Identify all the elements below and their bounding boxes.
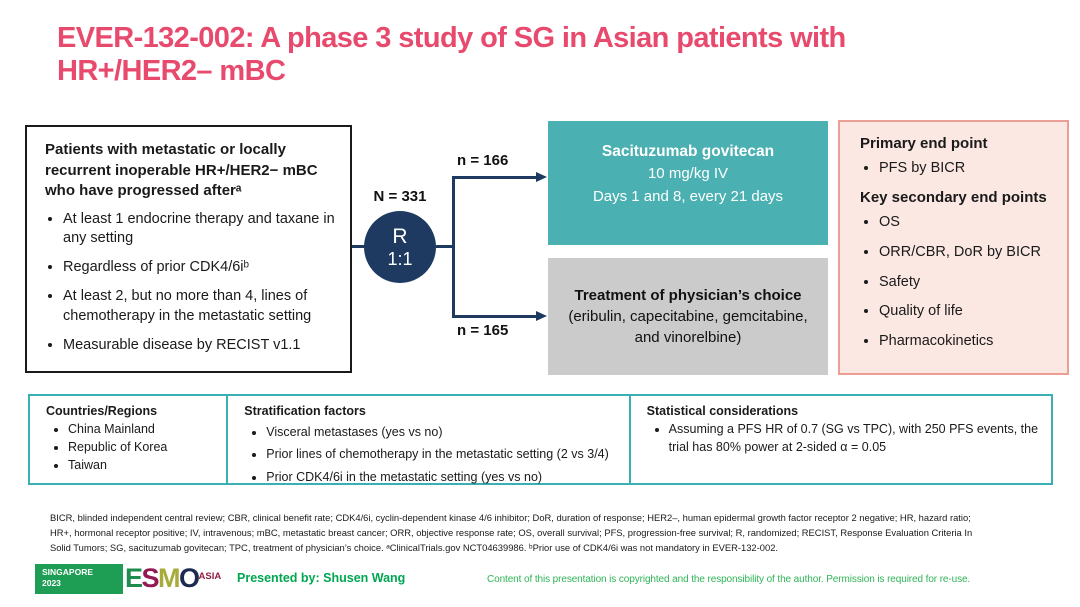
list-item: • Prior CDK4/6i in the metastatic setting (yes vs no) [266,466,620,488]
secondary-endpoint-list [855,213,1061,351]
copyright-notice: Content of this presentation is copyrighted and the responsibility of the author. Permission is required for re-use. [487,574,971,585]
arrow-top-line [452,176,537,179]
tpc-arm-name: Treatment of physician’s choice [574,286,802,304]
statistics-heading: Statistical considerations [646,404,799,418]
list-item: • OS [879,213,1061,232]
tpc-arm-options-line1: (eribulin, capecitabine, gemcitabine, [568,307,808,325]
n-total-label: N = 331 [373,188,427,205]
list-item: • Regardless of prior CDK4/6iᵇ [63,258,342,277]
page-title-line2: HR+/HER2– mBC [57,54,286,87]
list-item: • At least 1 endocrine therapy and taxane in any setting [63,210,342,248]
primary-endpoint-heading: Primary end point [860,135,988,152]
list-item: • Taiwan [68,457,218,475]
list-item: • Measurable disease by RECIST v1.1 [63,336,342,355]
page-title [57,22,977,88]
esmo-event-city: SINGAPORE [42,567,94,577]
sg-arm-schedule: Days 1 and 8, every 21 days [592,187,784,205]
arrow-right-icon [536,172,547,182]
countries-list [46,421,218,474]
eligibility-box [25,125,352,373]
eligibility-list [37,210,342,355]
esmo-event-year: 2023 [42,577,61,588]
statistics-list [647,421,1043,457]
list-item: • PFS by BICR [879,159,1061,178]
list-item: • Republic of Korea [68,439,218,457]
list-item: • Assuming a PFS HR of 0.7 (SG vs TPC), with 250 PFS events, the trial has 80% power at 2-sided α = 0.05 [669,421,1043,457]
randomization-circle [364,211,436,283]
endpoints-box [838,120,1069,375]
primary-endpoint-list [855,159,1061,178]
list-item: • Safety [879,273,1061,292]
esmo-letter-m: M [158,563,180,593]
info-table [28,394,1053,485]
sg-arm-name: Sacituzumab govitecan [601,143,775,160]
esmo-letter-o: O [179,563,199,593]
list-item: • Quality of life [879,302,1061,321]
arrow-right-icon [536,311,547,321]
footnote-line3: Solid Tumors; SG, sacituzumab govitecan; TPC, treatment of physician’s choice. ᵃClinicalTrials.gov NCT04639986. ᵇPrior use of CDK4/6i was not mandatory in EVER-132-002. [50,541,779,553]
secondary-endpoint-heading: Key secondary end points [860,188,1047,206]
list-item: • China Mainland [68,421,218,439]
arrow-bottom-line [452,315,537,318]
branch-line [452,176,455,317]
footnote-line2: HR+, hormonal receptor positive; IV, intravenous; mBC, metastatic breast cancer; ORR, objective response rate; OS, overall survival; PFS, progression-free survival; R, randomized; RECIST, Response Evaluation Criteria In [50,526,973,538]
arm1-n-label: n = 166 [457,152,509,169]
arm2-n-label: n = 165 [457,322,509,339]
stratification-cell [226,396,628,483]
sg-arm-box [548,121,828,245]
esmo-letter-s: S [141,563,159,593]
eligibility-heading: Patients with metastatic or locally recurrent inoperable HR+/HER2− mBC who have progressed afterᵃ [45,141,318,200]
list-item: • Pharmacokinetics [879,332,1061,351]
tpc-arm-options-line2: and vinorelbine) [634,329,742,347]
list-item: • Visceral metastases (yes vs no) [266,421,620,443]
esmo-letter-e: E [125,563,142,593]
tpc-arm-box [548,258,828,375]
presented-by: Presented by: Shusen Wang [237,571,406,585]
list-item: • Prior lines of chemotherapy in the metastatic setting (2 vs 3/4) [266,443,620,465]
footnote [50,511,1060,556]
esmo-wordmark [125,561,221,595]
list-item: • At least 2, but no more than 4, lines of chemotherapy in the metastatic setting [63,287,342,325]
esmo-event-badge [35,564,123,594]
sg-arm-dose: 10 mg/kg IV [647,165,729,183]
statistics-cell [629,396,1051,483]
randomization-ratio-label: 1:1 [387,248,413,269]
list-item: • ORR/CBR, DoR by BICR [879,243,1061,262]
countries-cell [30,396,226,483]
randomization-r-label: R [392,224,408,248]
esmo-region-label: ASIA [198,571,222,582]
stratification-list [244,421,620,488]
stratification-heading: Stratification factors [244,404,366,418]
countries-heading: Countries/Regions [46,404,158,418]
footnote-line1: BICR, blinded independent central review; CBR, clinical benefit rate; CDK4/6i, cyclin-dependent kinase 4/6 inhibitor; DoR, duration of response; HER2–, human epidermal growth factor receptor 2 negative; HR, hazard ratio; [50,512,971,523]
esmo-asia-logo [35,561,221,599]
page-title-line1: EVER-132-002: A phase 3 study of SG in Asian patients with [57,22,846,54]
